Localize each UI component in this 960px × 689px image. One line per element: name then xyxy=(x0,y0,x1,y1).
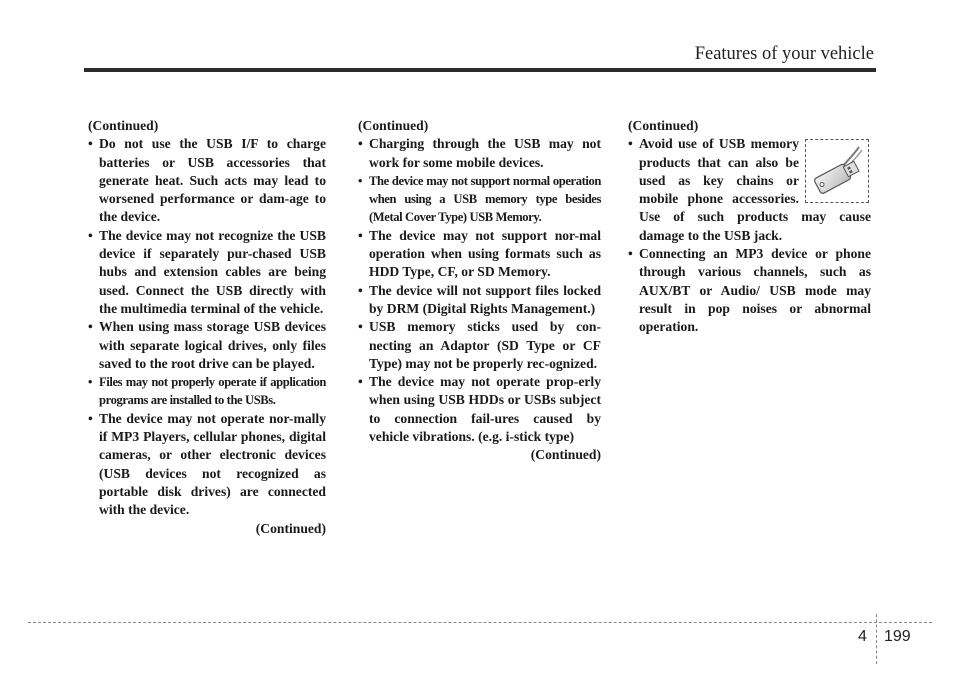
continued-label-bottom: (Continued) xyxy=(255,520,326,536)
list-item: • The device may not operate prop-erly when using USB HDDs or USBs subject to connection fail-ures caused by vehicle vibrations. (e.g. i-stick type) xyxy=(358,373,601,446)
page-header-title: Features of your vehicle xyxy=(694,44,874,64)
column-1 xyxy=(88,117,326,538)
header-rule xyxy=(84,68,876,72)
footer-divider xyxy=(876,614,877,664)
list-item: • The device will not support files locked by DRM (Digital Rights Management.) xyxy=(358,282,601,319)
continued-label-top: (Continued) xyxy=(358,118,429,133)
column-3 xyxy=(628,117,871,337)
list-item: • Charging through the USB may not work for some mobile devices. xyxy=(358,135,601,172)
list-item: • The device may not support nor-mal operation when using formats such as HDD Type, CF, or SD Memory. xyxy=(358,227,601,282)
list-item: • Connecting an MP3 device or phone through various channels, such as AUX/BT or Audio/ USB mode may result in pop noises or abnormal operation. xyxy=(628,245,871,336)
bullet-list xyxy=(628,135,871,336)
list-item: • The device may not support normal operation when using a USB memory type besides (Metal Cover Type) USB Memory. xyxy=(358,172,601,227)
page-number: 199 xyxy=(884,628,911,645)
bullet-list xyxy=(358,135,601,446)
chapter-number: 4 xyxy=(858,628,867,645)
list-item: • Avoid use of USB memory products that can also be used as key chains or mobile phone accessories. Use of such products may cause damage to the USB jack. xyxy=(628,135,871,245)
list-item: • USB memory sticks used by con-necting an Adaptor (SD Type or CF Type) may not be properly rec-ognized. xyxy=(358,318,601,373)
continued-label-top: (Continued) xyxy=(88,118,159,133)
continued-label-top: (Continued) xyxy=(628,118,699,133)
list-item: • Do not use the USB I/F to charge batteries or USB accessories that generate heat. Such acts may lead to worsened performance or dam-age to the device. xyxy=(88,135,326,226)
continued-label-bottom: (Continued) xyxy=(530,447,601,463)
column-2 xyxy=(358,117,601,465)
footer-rule xyxy=(28,622,932,623)
list-item: • When using mass storage USB devices with separate logical drives, only files saved to the root drive can be played. xyxy=(88,318,326,373)
list-item: • The device may not operate nor-mally if MP3 Players, cellular phones, digital cameras, or other electronic devices (USB devices not recognized as portable disk drives) are connected with the device. xyxy=(88,410,326,520)
list-item: • The device may not recognize the USB device if separately pur-chased USB hubs and extension cables are being used. Connect the USB directly with the multimedia terminal of the vehicle. xyxy=(88,227,326,318)
bullet-list xyxy=(88,135,326,519)
list-item: • Files may not properly operate if application programs are installed to the USBs. xyxy=(88,373,326,410)
